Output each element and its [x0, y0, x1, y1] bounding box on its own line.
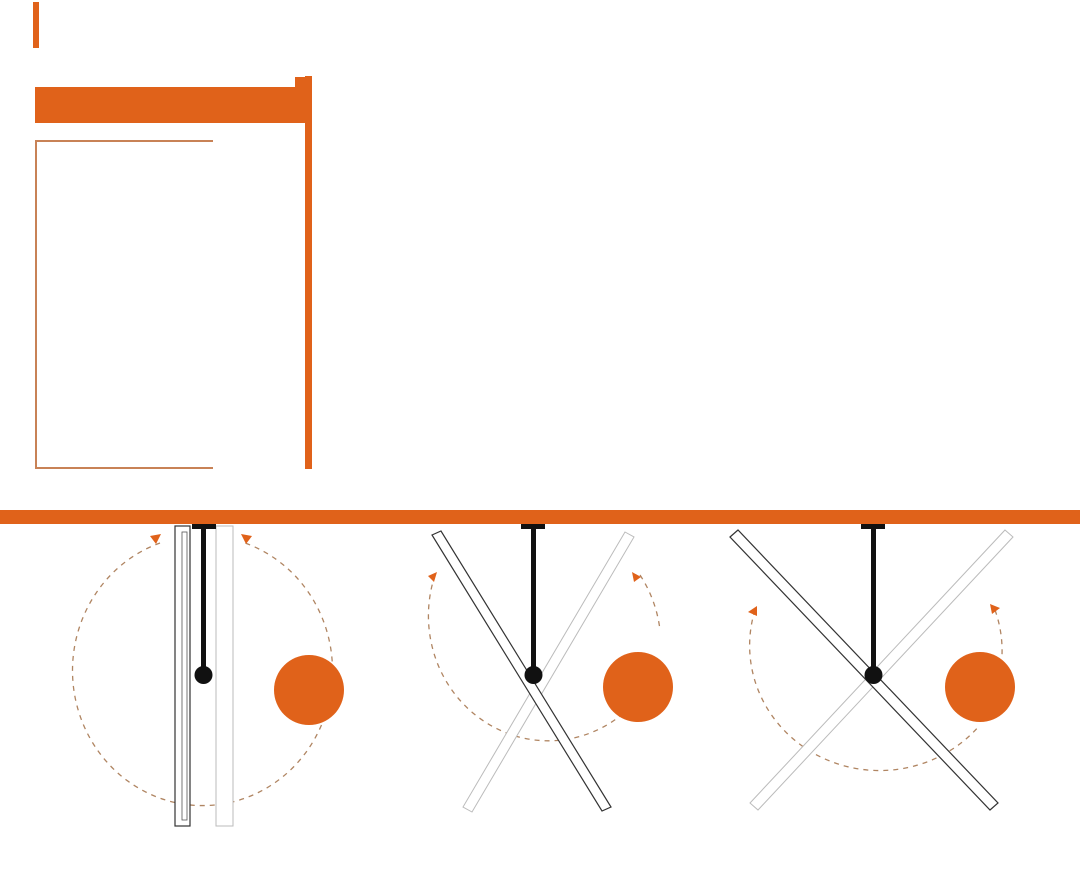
arrow-icon: [990, 604, 1000, 614]
arrow-icon: [428, 572, 437, 582]
arrow-icon: [150, 534, 161, 544]
arrow-icon: [632, 572, 641, 582]
instruction-panel: [35, 140, 213, 469]
arrow-icon: [241, 534, 252, 544]
angle-badge-90: [945, 652, 1015, 722]
table-label: [35, 87, 305, 123]
angle-badge-120: [603, 652, 673, 722]
angle-badge-180: [274, 655, 344, 725]
wall-band: [0, 510, 1080, 524]
divider-bar: [305, 76, 312, 469]
arrow-icon: [748, 606, 757, 616]
diagram-90: [720, 524, 1080, 834]
title-accent-bar: [33, 2, 39, 48]
